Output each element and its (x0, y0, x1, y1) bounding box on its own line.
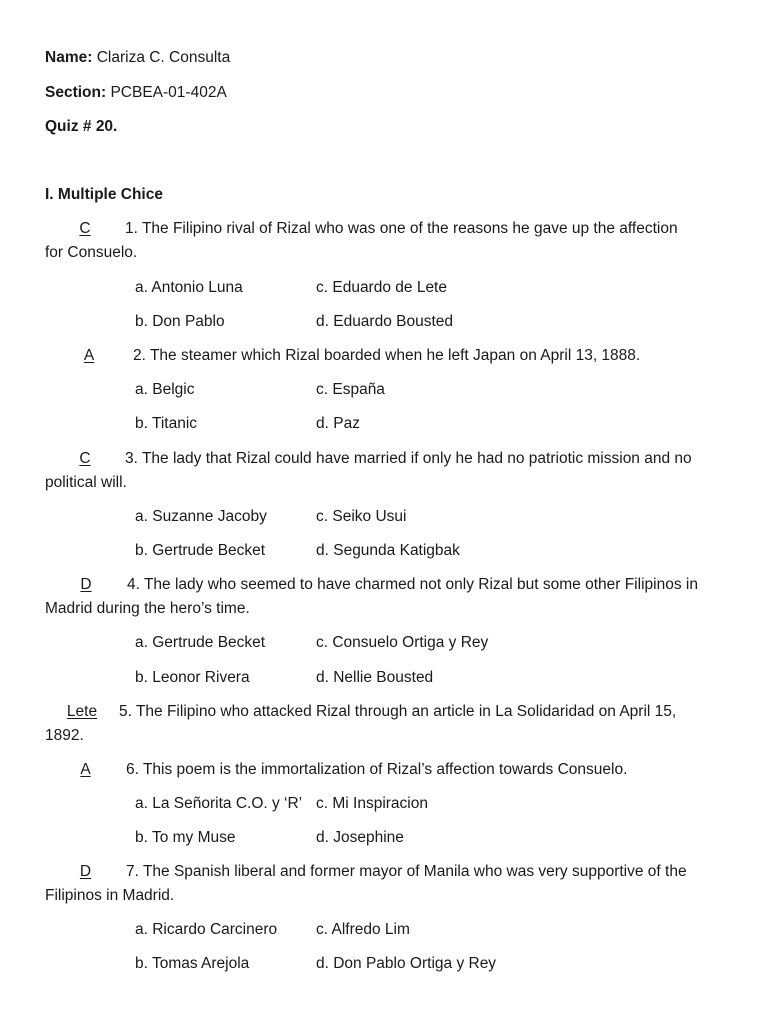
question-text-2: 2. The steamer which Rizal boarded when he left Japan on April 13, 1888. (133, 347, 641, 364)
option-7a: a. Ricardo Carcinero (135, 921, 278, 938)
question-2 (45, 344, 735, 368)
question-text-3-cont: political will. (45, 474, 127, 491)
option-2c: c. España (316, 381, 385, 398)
option-1a: a. Antonio Luna (135, 279, 243, 296)
section-label: Section: (45, 84, 107, 101)
option-6c: c. Mi Inspiracion (316, 795, 428, 812)
option-6d: d. Josephine (316, 829, 404, 846)
section-value: PCBEA-01-402A (110, 84, 227, 101)
question-1 (45, 217, 735, 265)
name-line (45, 48, 230, 68)
option-2b: b. Titanic (135, 415, 198, 432)
answer-blank-2: A (83, 347, 95, 364)
question-text-4: 4. The lady who seemed to have charmed not only Rizal but some other Filipinos in (127, 576, 698, 593)
question-text-6: 6. This poem is the immortalization of Rizal’s affection towards Consuelo. (126, 761, 628, 778)
question-text-1: 1. The Filipino rival of Rizal who was one of the reasons he gave up the affection (125, 220, 678, 237)
question-7 (45, 860, 735, 908)
option-7b: b. Tomas Arejola (135, 955, 250, 972)
part-title: I. Multiple Chice (45, 186, 163, 203)
option-3d: d. Segunda Katigbak (316, 542, 460, 559)
name-value: Clariza C. Consulta (96, 49, 231, 66)
option-6a: a. La Señorita C.O. y ‘R’ (135, 795, 303, 812)
question-text-5: 5. The Filipino who attacked Rizal through an article in La Solidaridad on April 15, (119, 703, 677, 720)
question-5 (45, 700, 735, 748)
option-3c: c. Seiko Usui (316, 508, 407, 525)
question-4 (45, 573, 735, 621)
quiz-line (45, 117, 117, 137)
answer-blank-4: D (80, 576, 92, 593)
section-line (45, 83, 227, 103)
question-text-5-cont: 1892. (45, 727, 84, 744)
option-2a: a. Belgic (135, 381, 195, 398)
option-7c: c. Alfredo Lim (316, 921, 410, 938)
name-label: Name: (45, 49, 93, 66)
answer-blank-6: A (80, 761, 91, 778)
option-2d: d. Paz (316, 415, 360, 432)
answer-blank-5: Lete (66, 703, 98, 720)
question-text-3: 3. The lady that Rizal could have married if only he had no patriotic mission and no (125, 450, 692, 467)
option-4c: c. Consuelo Ortiga y Rey (316, 634, 489, 651)
option-4a: a. Gertrude Becket (135, 634, 266, 651)
question-text-7-cont: Filipinos in Madrid. (45, 887, 175, 904)
option-6b: b. To my Muse (135, 829, 236, 846)
question-6 (45, 758, 735, 782)
option-3a: a. Suzanne Jacoby (135, 508, 267, 525)
question-text-4-cont: Madrid during the hero’s time. (45, 600, 250, 617)
question-text-7: 7. The Spanish liberal and former mayor of Manila who was very supportive of the (126, 863, 687, 880)
quiz-label: Quiz # 20. (45, 118, 118, 135)
answer-blank-7: D (79, 863, 92, 880)
option-1c: c. Eduardo de Lete (316, 279, 447, 296)
option-1b: b. Don Pablo (135, 313, 225, 330)
option-3b: b. Gertrude Becket (135, 542, 266, 559)
question-3 (45, 447, 735, 495)
option-1d: d. Eduardo Bousted (316, 313, 454, 330)
option-4d: d. Nellie Bousted (316, 669, 434, 686)
answer-blank-3: C (79, 450, 91, 467)
answer-blank-1: C (79, 220, 91, 237)
question-text-1-cont: for Consuelo. (45, 244, 138, 261)
option-7d: d. Don Pablo Ortiga y Rey (316, 955, 497, 972)
option-4b: b. Leonor Rivera (135, 669, 250, 686)
